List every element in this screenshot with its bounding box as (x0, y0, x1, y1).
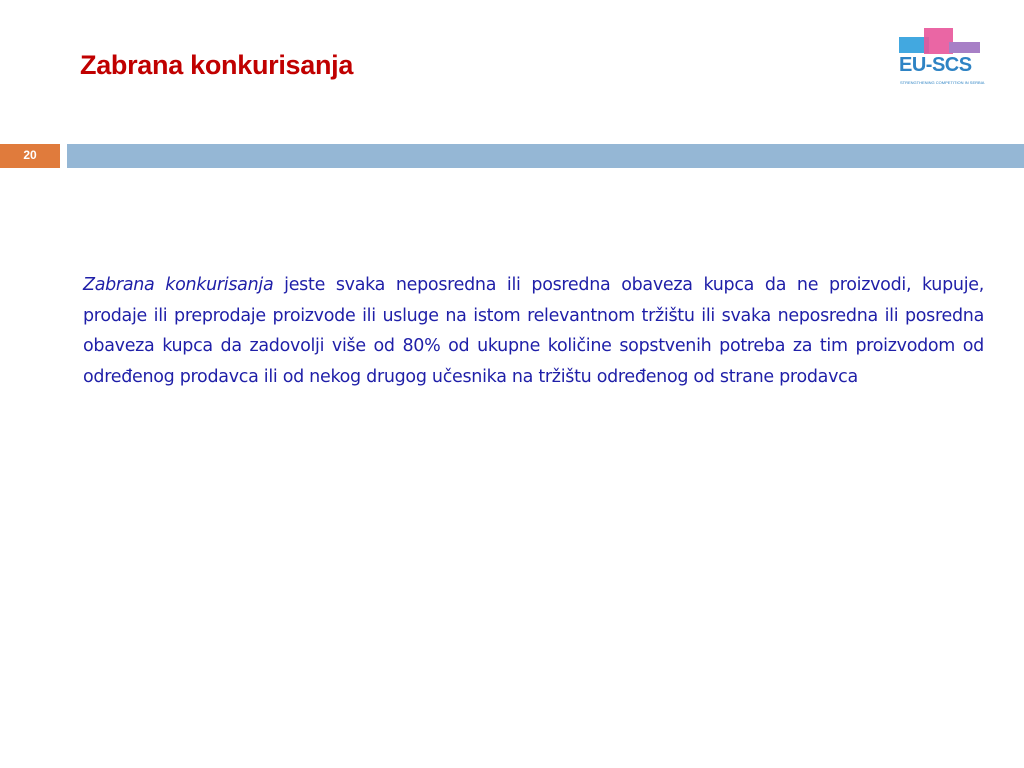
header-accent-bar (67, 144, 1024, 168)
definition-text: jeste svaka neposredna ili posredna obaveza kupca da ne proizvodi, kupuje, prodaje ili preprodaje proizvode ili usluge na istom relevantnom tržištu ili svaka neposredna ili posredna obaveza kupca da zadovolji više od 80% od ukupne količine sopstvenih potreba za tim proizvodom od određenog prodavca ili od nekog drugog učesnika na tržištu određenog od strane prodavca (83, 275, 984, 388)
definition-paragraph (83, 270, 984, 393)
logo-purple-square (949, 42, 980, 53)
slide-number-badge: 20 (0, 144, 60, 168)
logo-text: EU-SCS (899, 54, 972, 76)
eu-scs-logo (896, 27, 986, 87)
header-bar (0, 144, 1024, 168)
logo-tagline: STRENGTHENING COMPETITION IN SERBIA (900, 80, 985, 85)
defined-term: Zabrana konkurisanja (83, 275, 274, 295)
slide-title: Zabrana konkurisanja (80, 50, 354, 80)
